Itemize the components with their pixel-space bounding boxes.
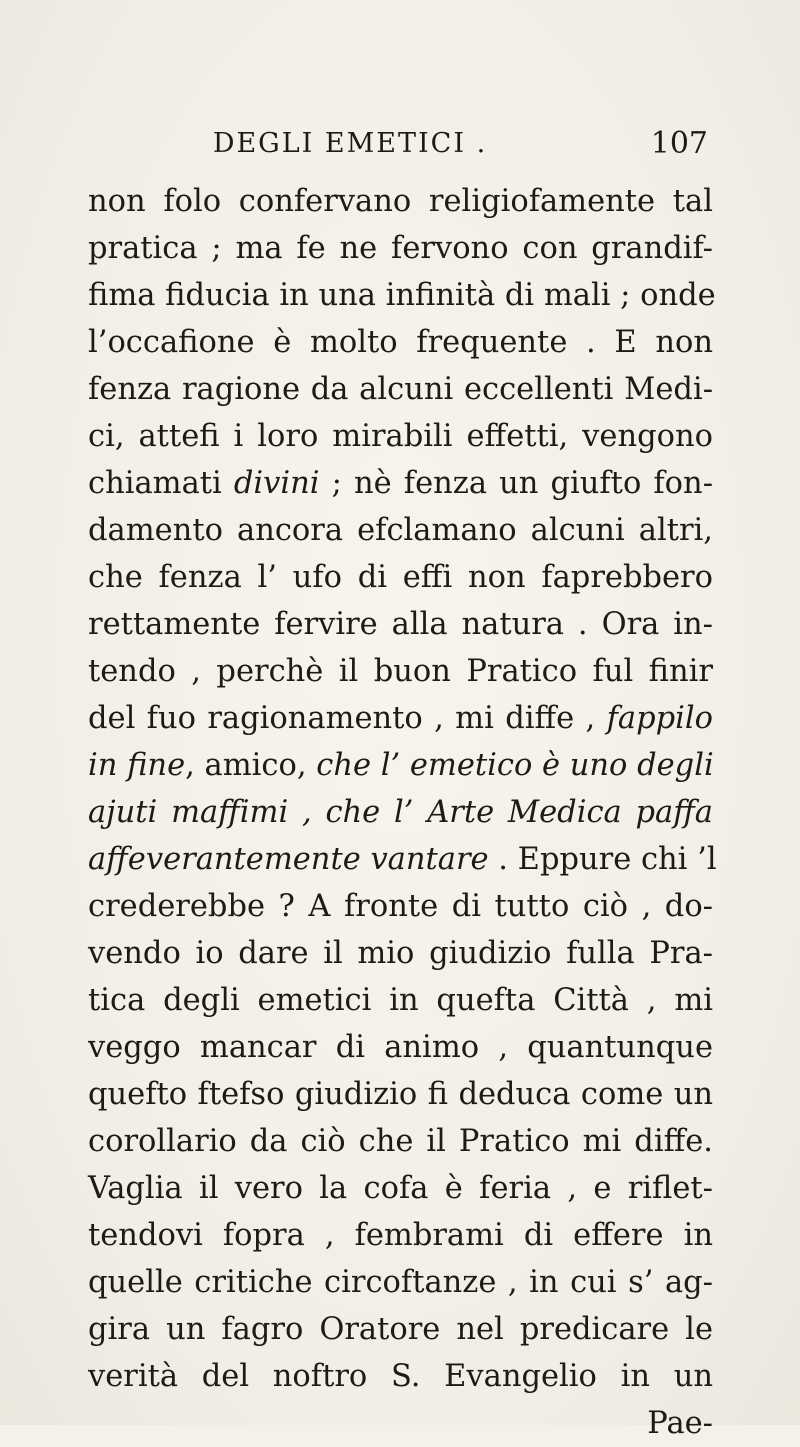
text-segment: Pae- xyxy=(647,1406,713,1441)
text-line xyxy=(88,1024,713,1071)
text-line xyxy=(88,601,713,648)
text-segment: gira un fagro Oratore nel predicare le xyxy=(88,1312,713,1347)
italic-text: divini xyxy=(233,466,320,501)
text-segment: vendo io dare il mio giudizio fulla Pra- xyxy=(88,936,713,971)
text-line xyxy=(88,1259,713,1306)
text-segment: quelle critiche circoftanze , in cui s’ ag- xyxy=(88,1265,713,1300)
text-segment: che fenza l’ ufo di effi non faprebbero xyxy=(88,560,713,595)
running-head: DEGLI EMETICI . xyxy=(212,128,488,159)
text-line xyxy=(88,460,713,507)
body-text xyxy=(88,178,717,1447)
text-line xyxy=(88,272,716,319)
text-segment: chiamati xyxy=(88,466,234,501)
text-line xyxy=(88,836,717,883)
text-segment: . Eppure chi ’l xyxy=(488,842,717,877)
text-line xyxy=(88,1400,713,1447)
text-segment: , amico, xyxy=(185,748,317,783)
text-line xyxy=(88,319,713,366)
text-segment: verità del noftro S. Evangelio in un xyxy=(88,1359,713,1394)
text-segment: ; nè fenza un giufto fon- xyxy=(319,466,713,501)
italic-text: che l’ emetico è uno degli xyxy=(316,748,714,783)
text-segment: tendovi fopra , fembrami di effere in xyxy=(88,1218,713,1253)
text-line xyxy=(88,1212,713,1259)
text-line xyxy=(88,507,713,554)
text-line xyxy=(88,554,713,601)
text-segment: rettamente fervire alla natura . Ora in- xyxy=(88,607,713,642)
text-line xyxy=(88,883,713,930)
text-line xyxy=(88,178,713,225)
text-line xyxy=(88,225,713,272)
italic-text: ajuti maffimi , che l’ Arte Medica paffa xyxy=(88,795,713,830)
text-line xyxy=(88,695,713,742)
text-line xyxy=(88,1071,713,1118)
text-line xyxy=(88,977,713,1024)
text-line xyxy=(88,742,713,789)
text-segment: l’occafione è molto frequente . E non xyxy=(88,325,713,360)
text-segment: tendo , perchè il buon Pratico ful finir xyxy=(88,654,713,689)
text-segment: quefto ftefso giudizio fi deduca come un xyxy=(88,1077,713,1112)
text-segment: tica degli emetici in quefta Città , mi xyxy=(88,983,713,1018)
text-line xyxy=(88,648,713,695)
text-line xyxy=(88,1353,713,1400)
text-segment: crederebbe ? A fronte di tutto ciò , do- xyxy=(88,889,713,924)
italic-text: affeverantemente vantare xyxy=(88,842,489,877)
text-line xyxy=(88,413,713,460)
italic-text: fappilo xyxy=(606,701,713,736)
text-segment: fenza ragione da alcuni eccellenti Medi- xyxy=(88,372,713,407)
text-line xyxy=(88,1118,713,1165)
text-segment: corollario da ciò che il Pratico mi diffe. xyxy=(88,1124,713,1159)
text-segment: ci, attefi i loro mirabili effetti, vengono xyxy=(88,419,713,454)
italic-text: in fine xyxy=(88,748,186,783)
text-segment: damento ancora efclamano alcuni altri, xyxy=(88,513,713,548)
text-line xyxy=(88,366,713,413)
text-line xyxy=(88,1165,713,1212)
text-segment: Vaglia il vero la cofa è feria , e riflet- xyxy=(88,1171,713,1206)
text-segment: veggo mancar di animo , quantunque xyxy=(88,1030,713,1065)
text-segment: del fuo ragionamento , mi diffe , xyxy=(88,701,607,736)
text-line xyxy=(88,1306,713,1353)
text-line xyxy=(88,789,713,836)
page-number: 107 xyxy=(650,126,708,161)
text-segment: fima fiducia in una infinità di mali ; onde xyxy=(88,278,716,313)
text-line xyxy=(88,930,713,977)
text-segment: non folo confervano religiofamente tal xyxy=(88,184,713,219)
page-header xyxy=(0,128,800,168)
text-segment: pratica ; ma fe ne fervono con grandif- xyxy=(88,231,713,266)
